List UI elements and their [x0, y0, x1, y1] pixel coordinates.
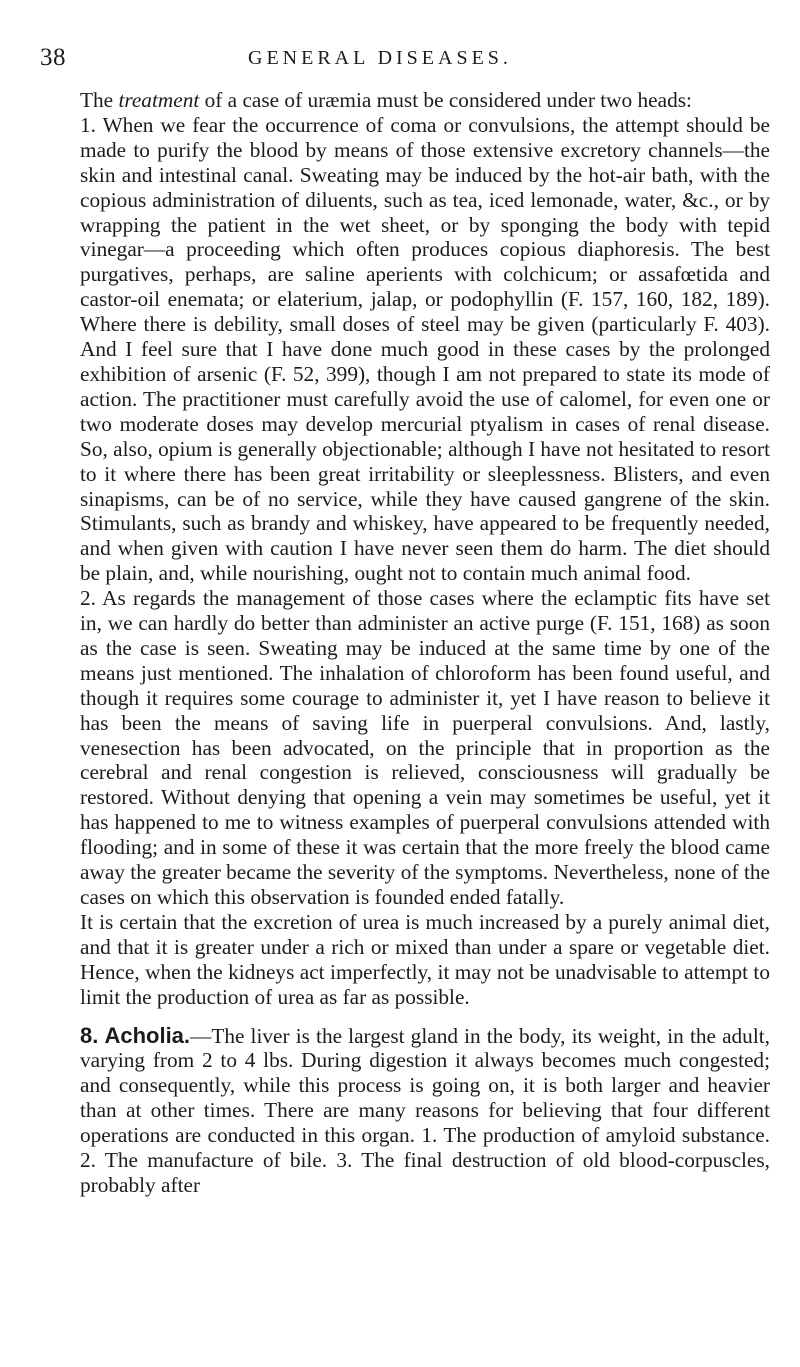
intro-lead: The	[80, 88, 119, 112]
paragraph-point-2: 2. As regards the management of those cases where the eclamptic fits have set in, we can hardly do better than administer an active purge (F. 151, 168) as soon as the case is seen. Sweating may be induced at the same time by one of the means just mentioned. The inhalation of chloroform has been found useful, and though it requires some courage to administer it, yet I have reason to believe it has been the means of saving life in puerperal convulsions. And, lastly, venesection has been advocated, on the principle that in proportion as the cerebral and renal congestion is relieved, consciousness will gradually be restored. Without denying that opening a vein may sometimes be useful, yet it has happened to me to witness examples of puerperal convulsions attended with flooding; and in some of these it was certain that the more freely the blood came away the greater became the severity of the symptoms. Nevertheless, none of the cases on which this observation is founded ended fatally.	[80, 586, 770, 909]
intro-rest: of a case of uræmia must be considered under two heads:	[199, 88, 692, 112]
paragraph-point-1: 1. When we fear the occurrence of coma or convulsions, the attempt should be made to purify the blood by means of those extensive excretory channels—the skin and intestinal canal. Sweating may be induced by the hot-air bath, with the copious administration of diluents, such as tea, iced lemonade, water, &c., or by wrapping the patient in the wet sheet, or by sponging the body with tepid vinegar—a proceeding which often produces copious diaphoresis. The best purgatives, perhaps, are saline aperients with colchicum; or assafœtida and castor-oil enemata; or elaterium, jalap, or podophyllin (F. 157, 160, 182, 189). Where there is debility, small doses of steel may be given (particularly F. 403). And I feel sure that I have done much good in these cases by the prolonged exhibition of arsenic (F. 52, 399), though I am not prepared to state its mode of action. The practitioner must carefully avoid the use of calomel, for even one or two moderate doses may develop mercurial ptyalism in cases of renal disease. So, also, opium is generally objectionable; although I have not hesitated to resort to it where there has been great irritability or sleeplessness. Blisters, and even sinapisms, can be of no service, while they have caused gangrene of the skin. Stimulants, such as brandy and whiskey, have appeared to be frequently needed, and when given with caution I have never seen them do harm. The diet should be plain, and, while nourishing, ought not to contain much animal food.	[80, 112, 770, 586]
body-text	[80, 88, 770, 1198]
paragraph-urea: It is certain that the excretion of urea is much increased by a purely animal diet, and that it is greater under a rich or mixed than under a spare or vegetable diet. Hence, when the kidneys act imperfectly, it may not be unadvisable to attempt to limit the production of urea as far as possible.	[80, 909, 770, 1009]
paragraph-treatment-intro	[80, 88, 770, 113]
running-title: GENERAL DISEASES.	[248, 47, 512, 69]
intro-emphasis: treatment	[118, 88, 200, 112]
paragraph-acholia	[80, 1024, 770, 1198]
acholia-text: —The liver is the largest gland in the body, its weight, in the adult, varying from 2 to 4 lbs. During digestion it always becomes much congested; and consequently, while this process is going on, it is both larger and heavier than at other times. There are many reasons for believing that four different operations are conducted in this organ. 1. The production of amyloid substance. 2. The manufacture of bile. 3. The final destruction of old blood-corpuscles, probably after	[80, 1023, 770, 1197]
section-heading: Acholia.	[104, 1022, 191, 1048]
page-number: 38	[40, 44, 66, 71]
section-number: 8.	[80, 1022, 105, 1048]
